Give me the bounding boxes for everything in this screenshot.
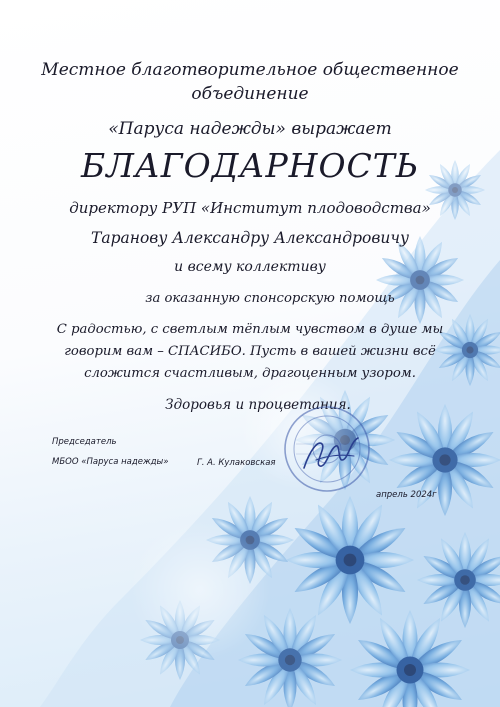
- body-line-3: сложится счастливым, драгоценным узором.: [84, 366, 416, 381]
- signer-name: Г. А. Кулаковская: [197, 458, 276, 468]
- handwritten-signature: [296, 430, 366, 480]
- body-line-2: говорим вам – СПАСИБО. Пусть в вашей жизни всё: [64, 344, 436, 359]
- certificate-date: апрель 2024г: [376, 490, 437, 500]
- reason-line: за оказанную спонсорскую помощь: [145, 291, 395, 306]
- recipient-line-2: Таранову Александру Александровичу: [91, 229, 409, 247]
- org-line-1: Местное благотворительное общественное: [41, 60, 459, 80]
- signer-role: Председатель: [52, 437, 117, 447]
- recipient-line-1: директору РУП «Институт плодоводства»: [69, 199, 431, 217]
- body-line-1: С радостью, с светлым тёплым чувством в душе мы: [56, 322, 444, 337]
- org-line-2: объединение: [191, 84, 309, 104]
- wish-line: Здоровья и процветания.: [165, 397, 351, 413]
- signer-org: МБОО «Паруса надежды»: [52, 457, 169, 467]
- certificate-title: БЛАГОДАРНОСТЬ: [80, 146, 420, 185]
- recipient-line-3: и всему коллективу: [174, 259, 326, 275]
- org-line-3: «Паруса надежды» выражает: [108, 119, 392, 139]
